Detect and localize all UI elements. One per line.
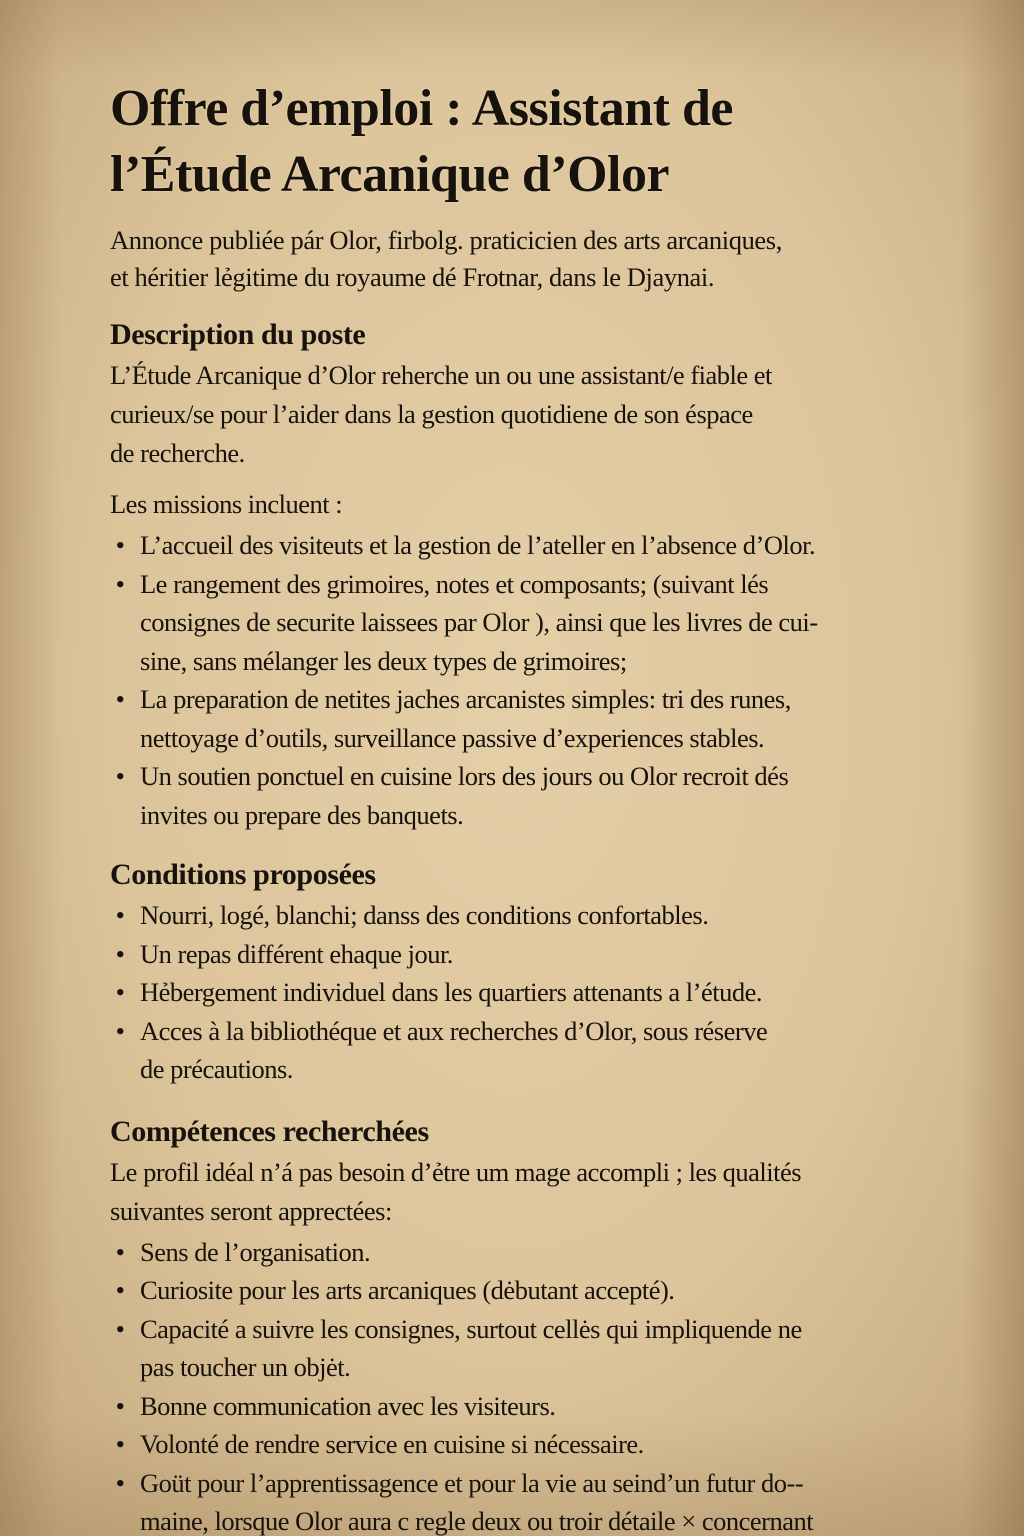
paragraph-line: de recherche. [110, 438, 245, 468]
list-item-line: Sens de l’organisation. [140, 1236, 371, 1267]
list-item-line: Capacité a suivre les consignes, surtout cellės qui impliquende ne [140, 1313, 802, 1344]
bullet-icon: • [115, 1275, 125, 1305]
bullet-icon: • [115, 1313, 125, 1344]
bullet-icon: • [115, 1429, 125, 1459]
list-item-line: Nourri, logé, blanchi; danss des conditions confortables. [140, 900, 709, 930]
paragraph-line: curieux/se pour l’aider dans la gestion quotidiene de son éspace [110, 399, 753, 429]
list-item [110, 1233, 960, 1272]
posting-intro [110, 222, 960, 296]
paragraph-line: suivantes seront apprectées: [110, 1195, 392, 1226]
list-item-line: Un soutien ponctuel en cuisine lors des jours ou Olor recroit dés [140, 761, 789, 791]
list-item [110, 896, 960, 935]
list-item [110, 757, 960, 834]
list-item-line: Bonne communication avec les visiteurs. [140, 1390, 556, 1421]
list-item-line: Volonté de rendre service en cuisine si nécessaire. [140, 1429, 644, 1459]
intro-line: Annonce publiée pár Olor, firbolg. praticicien des arts arcaniques, [110, 225, 782, 255]
bullet-icon: • [115, 977, 125, 1007]
conditions-list [110, 896, 960, 1089]
section-heading-competences: Compétences recherchées [110, 1114, 429, 1148]
list-item-line: invites ou prepare des banquets. [140, 799, 464, 830]
list-item-line: nettoyage d’outils, surveillance passive d’experiences stables. [140, 722, 765, 753]
bullet-icon: • [115, 938, 125, 969]
bullet-icon: • [115, 1236, 125, 1267]
list-item [110, 1271, 960, 1310]
title-line: l’Étude Arcanique d’Olor [110, 146, 670, 203]
competences-list [110, 1233, 960, 1536]
page-title [110, 76, 960, 208]
description-paragraph [110, 356, 960, 473]
bullet-icon: • [115, 1015, 125, 1046]
list-item [110, 680, 960, 757]
list-item [110, 1464, 960, 1536]
intro-line: et héritier lẻgitime du royaume dé Frotnar, dans le Djaynai. [110, 262, 715, 292]
list-item [110, 526, 960, 565]
bullet-icon: • [115, 761, 125, 791]
job-posting-document [110, 76, 960, 1536]
paragraph-line: L’Étude Arcanique d’Olor reherche un ou une assistant/e fiable et [110, 360, 772, 390]
list-item-line: Goüt pour l’apprentissagence et pour la vie au seind’un futur do-- [140, 1467, 804, 1498]
list-item [110, 565, 960, 681]
list-item-line: Un repas différent ehaque jour. [140, 938, 453, 969]
bullet-icon: • [115, 568, 125, 599]
list-item [110, 1425, 960, 1464]
list-item-line: de précautions. [140, 1054, 293, 1084]
list-item-line: Hẻbergement individuel dans les quartiers attenants a l’étude. [140, 977, 762, 1007]
list-item [110, 973, 960, 1012]
missions-intro: Les missions incluent : [110, 489, 343, 519]
section-heading-conditions: Conditions proposées [110, 858, 376, 891]
list-item-line: pas toucher un objėt. [140, 1352, 351, 1382]
paragraph-line: Le profil idéal n’á pas besoin d’ẻtre um mage accompli ; les qualités [110, 1156, 802, 1187]
list-item [110, 1387, 960, 1426]
list-item-line: consignes de securite laissees par Olor ), ainsi que les livres de cui- [140, 607, 818, 637]
list-item [110, 1310, 960, 1387]
bullet-icon: • [115, 530, 125, 560]
missions-list [110, 526, 960, 834]
bullet-icon: • [115, 1467, 125, 1498]
competences-paragraph [110, 1153, 960, 1231]
list-item-line: sine, sans mélanger les deux types de grimoires; [140, 645, 627, 676]
title-line: Offre d’emploi : Assistant de [110, 80, 733, 137]
bullet-icon: • [115, 900, 125, 930]
list-item [110, 935, 960, 974]
list-item-line: Acces à la bibliothéque et aux recherches d’Olor, sous réserve [140, 1015, 768, 1046]
list-item-line: Curiosite pour les arts arcaniques (dėbutant accepté). [140, 1275, 675, 1305]
list-item-line: La preparation de netites jaches arcanistes simples: tri des runes, [140, 684, 791, 714]
list-item-line: L’accueil des visiteuts et la gestion de l’ateller en l’absence d’Olor. [140, 530, 816, 560]
list-item-line: maine, lorsque Olor aura c regle deux ou troir détaile × concernant [140, 1506, 814, 1536]
list-item [110, 1012, 960, 1089]
bullet-icon: • [115, 684, 125, 714]
section-heading-description: Description du poste [110, 318, 366, 351]
bullet-icon: • [115, 1390, 125, 1421]
list-item-line: Le rangement des grimoires, notes et composants; (suivant lés [140, 568, 769, 599]
